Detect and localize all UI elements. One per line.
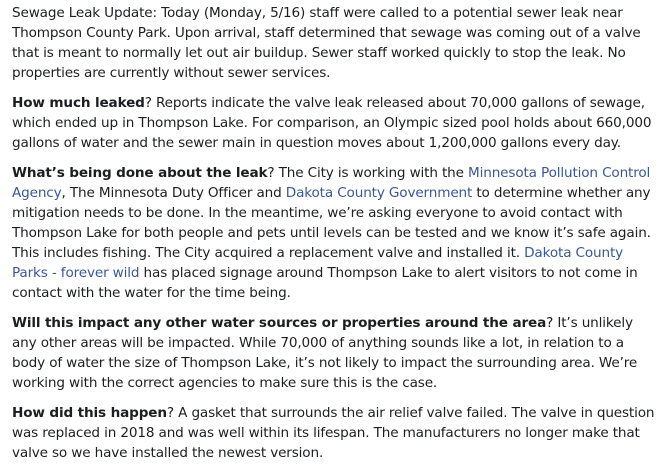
- mpca-link[interactable]: Minnesota Pollution Control Agency: [12, 165, 651, 201]
- whats-being-done-text-d: has placed signage around Thompson Lake to alert visitors to not come in contact with the water for the time being.: [12, 265, 638, 301]
- whats-being-done-text-a: ? The City is working with the: [267, 165, 469, 181]
- whats-being-done-text-c: to determine whether any mitigation needs to be done. In the meantime, we’re asking everyone to avoid contact with Thompson Lake for both people and pets until levels can be tested and we know it’s safe again. This includes fishing. The City acquired a replacement valve and installed it.: [12, 185, 651, 261]
- impact-question: Will this impact any other water sources or properties around the area: [12, 315, 547, 331]
- whats-being-done-text-b: , The Minnesota Duty Officer and: [61, 185, 286, 201]
- how-did-this-happen-answer: ? A gasket that surrounds the air relief valve failed. The valve in question was replaced in 2018 and was well within its lifespan. The manufacturers no longer make that valve so we have installed the newest version.: [12, 405, 655, 461]
- whats-being-done-question: What’s being done about the leak: [12, 165, 268, 181]
- intro-text: Sewage Leak Update: Today (Monday, 5/16) staff were called to a potential sewer leak near Thompson County Park. Upon arrival, staff determined that sewage was coming out of a valve that is meant to normally let out air buildup. Sewer staff worked quickly to stop the leak. No properties are currently without sewer services.: [12, 5, 641, 81]
- dakota-county-government-link[interactable]: Dakota County Government: [285, 185, 473, 201]
- intro-paragraph: [12, 3, 659, 83]
- impact-answer: ? It’s unlikely any other areas will be impacted. While 70,000 of anything sounds like a lot, in relation to a body of water the size of Thompson Lake, it’s not likely to impact the surrounding area. We’re working with the correct agencies to make sure this is the case.: [12, 315, 638, 391]
- impact-paragraph: [12, 313, 659, 393]
- how-much-leaked-question: How much leaked: [12, 95, 145, 111]
- how-much-leaked-paragraph: [12, 93, 659, 153]
- dakota-county-parks-link[interactable]: Dakota County Parks - forever wild: [12, 245, 624, 281]
- how-did-this-happen-paragraph: [12, 403, 659, 463]
- how-did-this-happen-question: How did this happen: [12, 405, 167, 421]
- how-much-leaked-answer: ? Reports indicate the valve leak released about 70,000 gallons of sewage, which ended up in Thompson Lake. For comparison, an Olympic sized pool holds about 660,000 gallons of water and the sewer main in question moves about 1,200,000 gallons every day.: [12, 95, 652, 151]
- whats-being-done-paragraph: [12, 163, 659, 303]
